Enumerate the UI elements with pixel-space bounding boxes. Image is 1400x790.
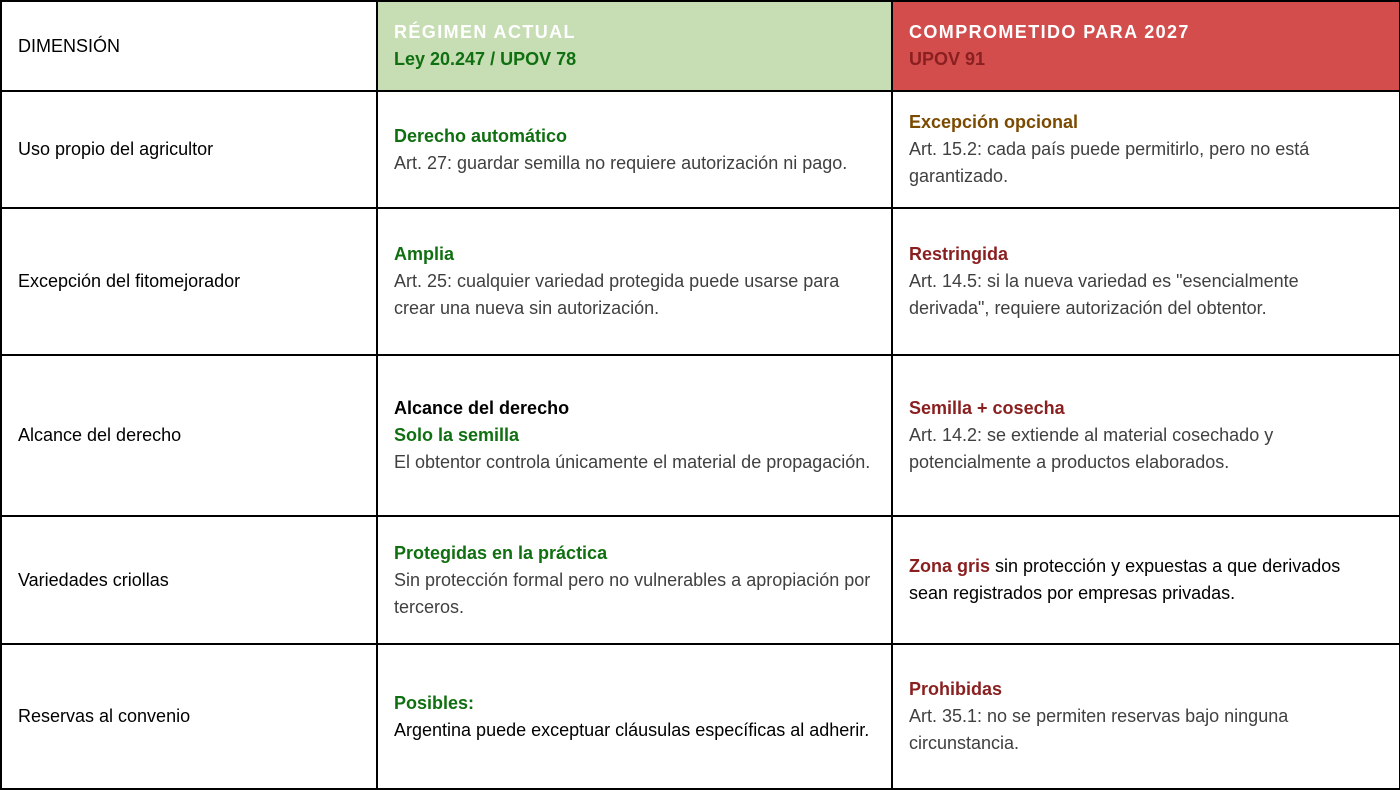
committed-cell [892,644,1400,789]
committed-cell [892,208,1400,355]
row-dimension: Variedades criollas [1,516,377,644]
current-cell [377,644,892,789]
committed-text: Art. 14.5: si la nueva variedad es "esencialmente derivada", requiere autorización del obtentor. [909,271,1299,318]
row-dimension: Reservas al convenio [1,644,377,789]
header-committed-2027 [892,1,1400,91]
row-dimension: Excepción del fitomejorador [1,208,377,355]
current-heading: Alcance del derecho [394,398,570,418]
current-label: Posibles: [394,692,475,713]
committed-cell [892,91,1400,208]
committed-text: Art. 15.2: cada país puede permitirlo, pero no está garantizado. [909,139,1310,186]
committed-label: Restringida [909,244,1009,264]
row-dimension: Alcance del derecho [1,355,377,516]
header-row [1,1,1400,91]
committed-text: Art. 35.1: no se permiten reservas bajo ninguna circunstancia. [909,706,1289,753]
header-committed-subtitle: UPOV 91 [909,49,986,69]
current-label: Derecho automático [394,125,568,146]
current-label: Amplia [394,244,455,264]
committed-cell [892,355,1400,516]
committed-label: Zona gris [909,556,991,576]
current-cell [377,208,892,355]
table-row [1,208,1400,355]
header-dimension: DIMENSIÓN [1,1,377,91]
committed-label: Semilla + cosecha [909,398,1065,418]
header-current-title: RÉGIMEN ACTUAL [394,22,576,42]
header-current-subtitle: Ley 20.247 / UPOV 78 [394,49,577,69]
table-row [1,91,1400,208]
current-label: Protegidas en la práctica [394,542,608,563]
current-label: Solo la semilla [394,425,520,445]
header-committed-title: COMPROMETIDO PARA 2027 [909,22,1190,42]
committed-cell [892,516,1400,644]
current-text: El obtentor controla únicamente el material de propagación. [394,452,871,472]
header-current-regime [377,1,892,91]
committed-text: sin protección y expuestas a que derivados sean registrados por empresas privadas. [909,556,1341,603]
current-cell [377,91,892,208]
current-text: Sin protección formal pero no vulnerables a apropiación por terceros. [394,569,871,617]
current-text: Argentina puede exceptuar cláusulas específicas al adherir. [394,719,870,740]
current-text: Art. 25: cualquier variedad protegida puede usarse para crear una nueva sin autorización. [394,271,840,318]
current-cell [377,516,892,644]
row-dimension: Uso propio del agricultor [1,91,377,208]
table-row [1,355,1400,516]
current-text: Art. 27: guardar semilla no requiere autorización ni pago. [394,152,848,173]
table-row [1,644,1400,789]
current-cell [377,355,892,516]
committed-text: Art. 14.2: se extiende al material cosechado y potencialmente a productos elaborados. [909,425,1274,472]
table-row [1,516,1400,644]
committed-label: Excepción opcional [909,112,1079,132]
committed-label: Prohibidas [909,679,1003,699]
